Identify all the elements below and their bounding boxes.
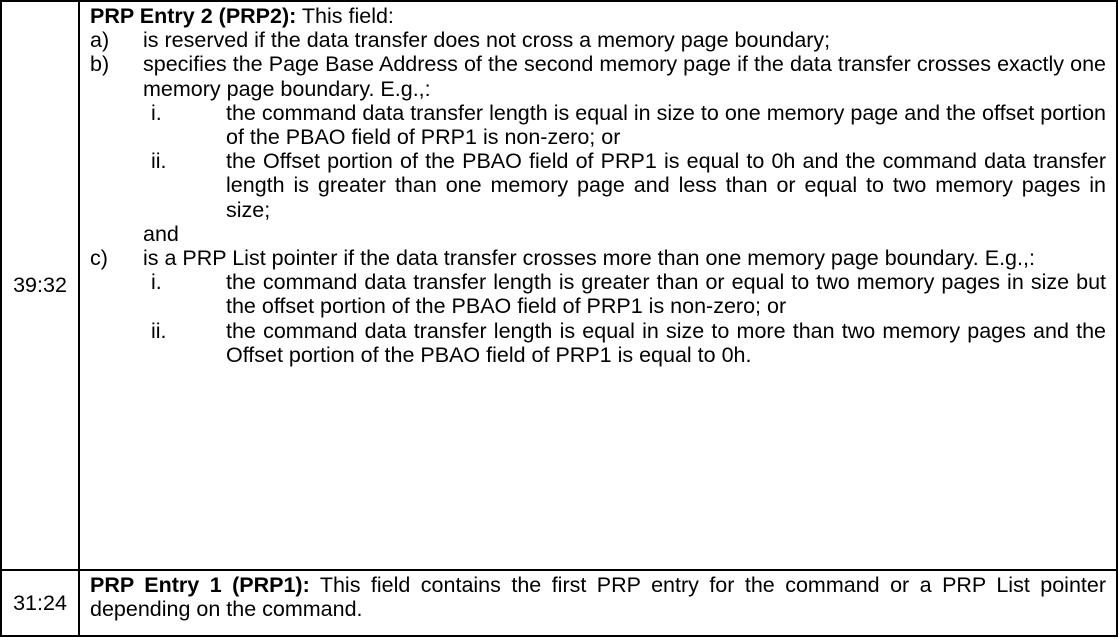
sub-list-marker: ii.: [151, 149, 167, 174]
sub-list-marker: ii.: [151, 318, 167, 343]
table-row: [1, 1, 1117, 570]
sub-list-item-text: the command data transfer length is equal in size to one memory page and the offset portion of the PBAO field of PRP1 is non-zero; or: [226, 100, 1106, 150]
sub-list-item-text: the command data transfer length is greater than or equal to two memory pages in size but the offset portion of the PBAO field of PRP1 is non-zero; or: [226, 270, 1106, 319]
list-item: [90, 246, 1106, 270]
sub-list-marker: i.: [151, 100, 162, 125]
field-heading-paragraph: [90, 4, 1106, 28]
list-item: [90, 28, 1106, 52]
list-marker: c): [90, 246, 108, 271]
sub-list-item: [90, 101, 1106, 149]
sub-list-item-text: the Offset portion of the PBAO field of PRP1 is equal to 0h and the command data transfer length is greater than one memory page and less than or equal to two memory pages in size;: [226, 149, 1106, 222]
field-intro: This field contains the first PRP entry for the command or a PRP List pointer depending on the command.: [90, 573, 1106, 622]
bits-cell: 31:24: [1, 570, 79, 636]
list-item-text: is reserved if the data transfer does not cross a memory page boundary;: [143, 28, 831, 53]
sub-list-item-text: the command data transfer length is equal in size to more than two memory pages and the Offset portion of the PBAO field of PRP1 is equal to 0h.: [226, 318, 1106, 367]
field-intro: This field:: [296, 4, 394, 28]
description-cell: [79, 570, 1117, 636]
field-name: PRP Entry 1 (PRP1):: [90, 573, 310, 597]
list-continuation: and: [143, 221, 179, 246]
description-cell: [79, 1, 1117, 570]
list-item: [90, 52, 1106, 100]
list-marker: a): [90, 28, 110, 53]
sub-list-item: [90, 270, 1106, 318]
table-row: [1, 570, 1117, 636]
field-name: PRP Entry 2 (PRP2):: [90, 4, 297, 28]
list-item-text: specifies the Page Base Address of the second memory page if the data transfer crosses exactly one memory page boundary. E.g.,:: [143, 52, 1106, 101]
list-item-text: is a PRP List pointer if the data transfer crosses more than one memory page boundary. E.g.,:: [143, 246, 1035, 271]
sub-list-item: [90, 319, 1106, 367]
sub-list-marker: i.: [151, 270, 162, 295]
field-heading-paragraph: [90, 573, 1106, 621]
list-marker: b): [90, 52, 110, 77]
sub-list-item: [90, 149, 1106, 222]
bits-cell: 39:32: [1, 1, 79, 570]
